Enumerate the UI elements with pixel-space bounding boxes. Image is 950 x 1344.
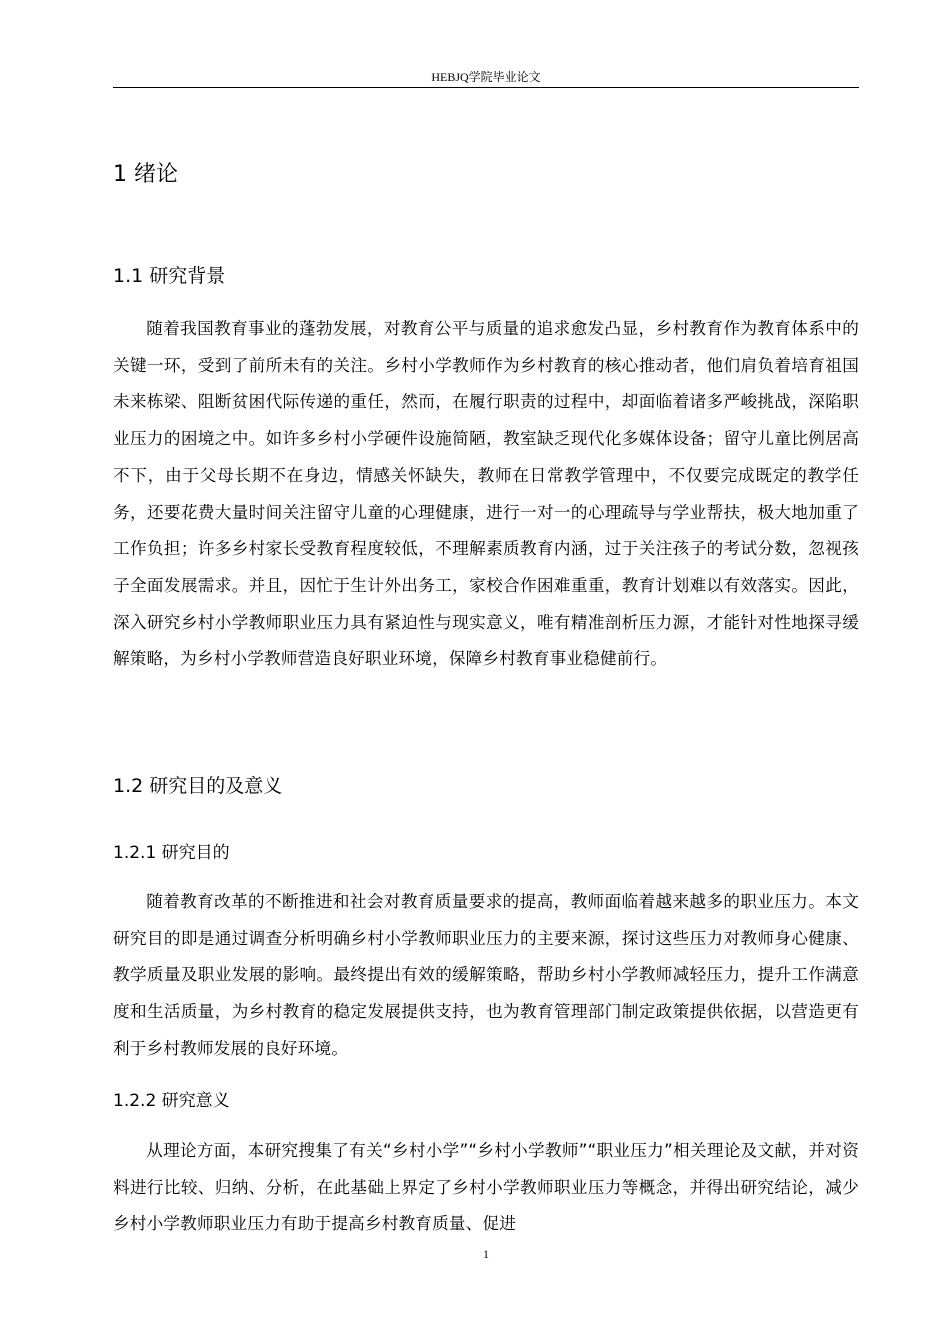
section-1-2-title: 1.2 研究目的及意义 — [113, 775, 283, 797]
section-1-1-paragraph: 随着我国教育事业的蓬勃发展，对教育公平与质量的追求愈发凸显，乡村教育作为教育体系中的关键一环，受到了前所未有的关注。乡村小学教师作为乡村教育的核心推动者，他们肩负着培育祖国未来栋梁、阻断贫困代际传递的重任，然而，在履行职责的过程中，却面临着诸多严峻挑战，深陷职业压力的困境之中。如许多乡村小学硬件设施简陋，教室缺乏现代化多媒体设备；留守儿童比例居高不下，由于父母长期不在身边，情感关怀缺失，教师在日常教学管理中，不仅要完成既定的教学任务，还要花费大量时间关注留守儿童的心理健康，进行一对一的心理疏导与学业帮扶，极大地加重了工作负担；许多乡村家长受教育程度较低，不理解素质教育内涵，过于关注孩子的考试分数，忽视孩子全面发展需求。并且，因忙于生计外出务工，家校合作困难重重，教育计划难以有效落实。因此，深入研究乡村小学教师职业压力具有紧迫性与现实意义，唯有精准剖析压力源，才能针对性地探寻缓解策略，为乡村小学教师营造良好职业环境，保障乡村教育事业稳健前行。 — [113, 319, 859, 669]
header-rule — [113, 87, 859, 88]
section-1-2-1-paragraph: 随着教育改革的不断推进和社会对教育质量要求的提高，教师面临着越来越多的职业压力。本文研究目的即是通过调查分析明确乡村小学教师职业压力的主要来源，探讨这些压力对教师身心健康、教学质量及职业发展的影响。最终提出有效的缓解策略，帮助乡村小学教师减轻压力，提升工作满意度和生活质量，为乡村教育的稳定发展提供支持，也为教育管理部门制定政策提供依据，以营造更有利于乡村教师发展的良好环境。 — [113, 892, 859, 1058]
section-1-2-2-paragraph: 从理论方面，本研究搜集了有关“乡村小学”“乡村小学教师”“职业压力”相关理论及文献，并对资料进行比较、归纳、分析，在此基础上界定了乡村小学教师职业压力等概念，并得出研究结论，减少乡村小学教师职业压力有助于提高乡村教育质量、促进 — [113, 1141, 859, 1234]
section-1-2-1-title: 1.2.1 研究目的 — [113, 843, 230, 863]
section-1-2-2-title: 1.2.2 研究意义 — [113, 1091, 230, 1111]
page-number: 1 — [483, 1247, 489, 1261]
chapter-title: 1 绪论 — [113, 162, 178, 187]
running-header: HEBJQ学院毕业论文 — [431, 70, 541, 84]
section-1-1-title: 1.1 研究背景 — [113, 265, 226, 287]
